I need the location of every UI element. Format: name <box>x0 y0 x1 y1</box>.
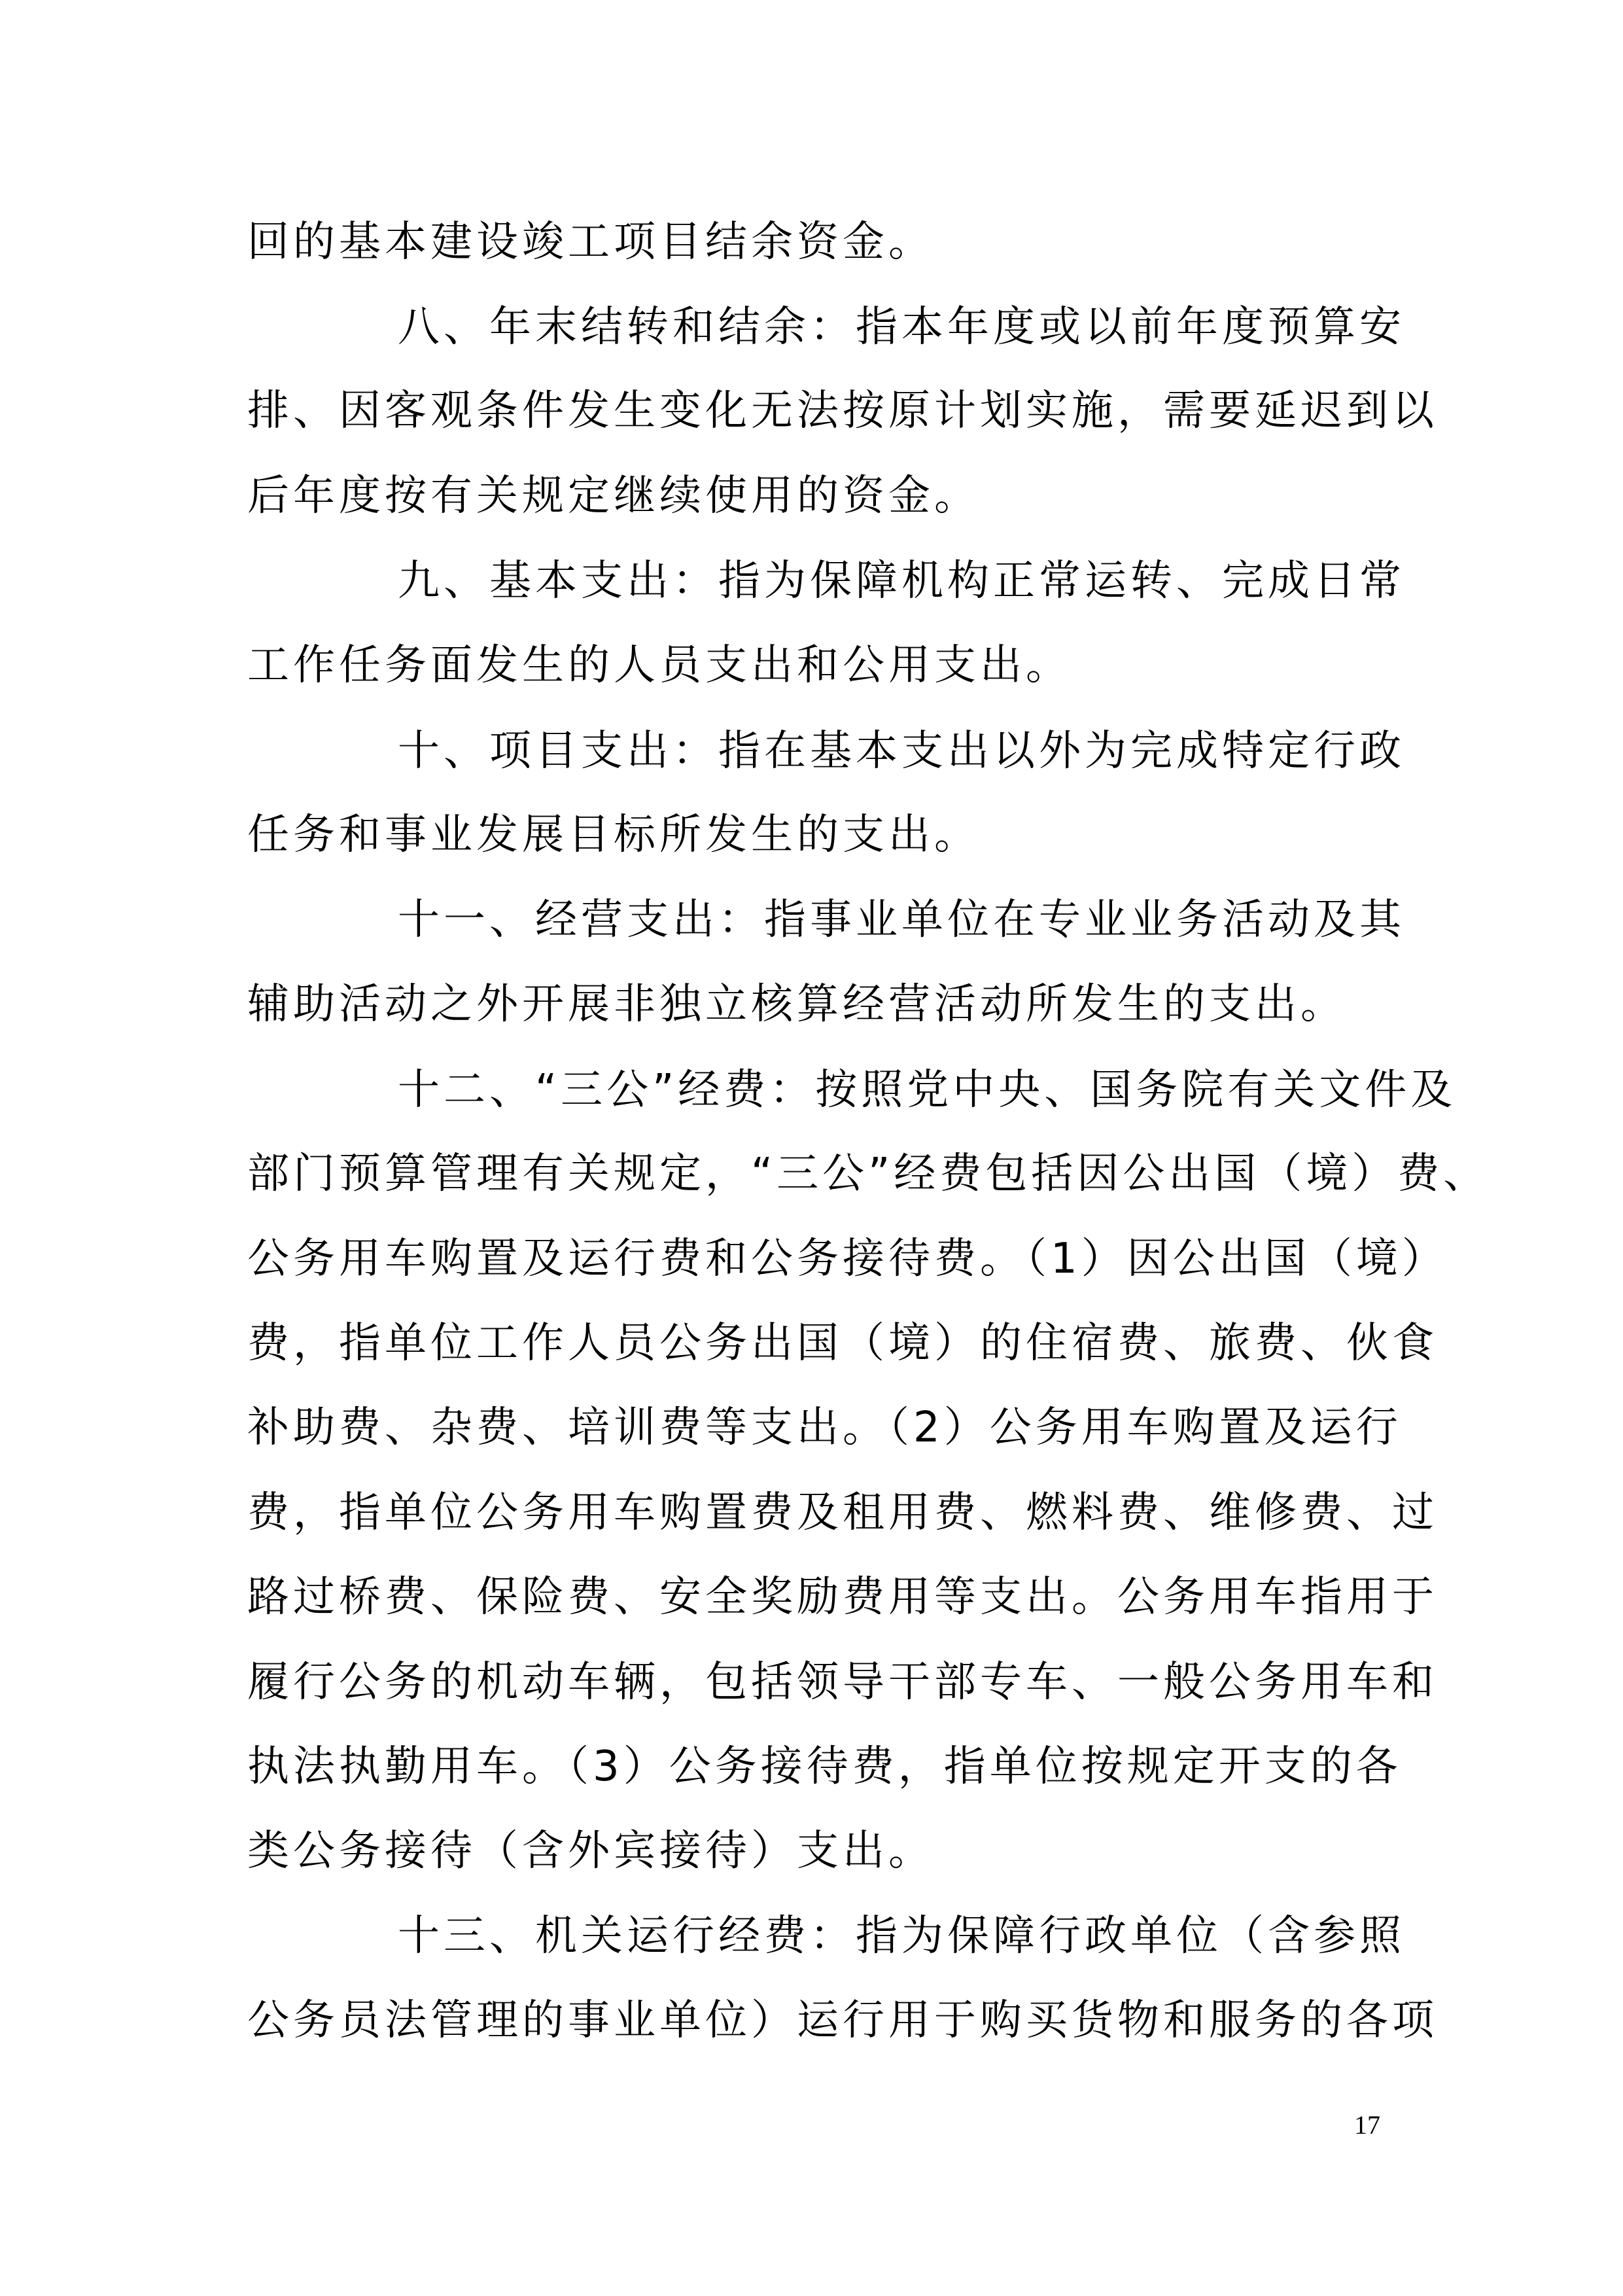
text-line: 费，指单位公务用车购置费及租用费、燃料费、维修费、过 <box>247 1489 1438 1537</box>
text-line: 任务和事业发展目标所发生的支出。 <box>247 811 980 859</box>
text-line: 回的基本建设竣工项目结余资金。 <box>247 218 934 266</box>
text-line: 部门预算管理有关规定，“三公”经费包括因公出国（境）费、 <box>247 1150 1490 1198</box>
text-line: 辅助活动之外开展非独立核算经营活动所发生的支出。 <box>247 980 1346 1029</box>
text-line: 十、项目支出：指在基本支出以外为完成特定行政 <box>398 727 1405 775</box>
text-line: 九、基本支出：指为保障机构正常运转、完成日常 <box>398 557 1405 605</box>
text-line: 十三、机关运行经费：指为保障行政单位（含参照 <box>398 1912 1405 1960</box>
text-line: 履行公务的机动车辆，包括领导干部专车、一般公务用车和 <box>247 1658 1438 1706</box>
text-line: 后年度按有关规定继续使用的资金。 <box>247 472 980 520</box>
text-line: 十二、“三公”经费：按照党中央、国务院有关文件及 <box>398 1066 1457 1114</box>
text-line: 排、因客观条件发生变化无法按原计划实施，需要延迟到以 <box>247 387 1438 435</box>
text-line: 公务员法管理的事业单位）运行用于购买货物和服务的各项 <box>247 1996 1438 2045</box>
page-number: 17 <box>1354 2110 1380 2140</box>
text-line: 路过桥费、保险费、安全奖励费用等支出。公务用车指用于 <box>247 1573 1438 1621</box>
text-line: 十一、经营支出：指事业单位在专业业务活动及其 <box>398 896 1405 944</box>
text-line: 费，指单位工作人员公务出国（境）的住宿费、旅费、伙食 <box>247 1319 1438 1368</box>
text-line: 公务用车购置及运行费和公务接待费。（1）因公出国（境） <box>247 1235 1448 1283</box>
text-line: 八、年末结转和结余：指本年度或以前年度预算安 <box>398 303 1405 351</box>
text-line: 类公务接待（含外宾接待）支出。 <box>247 1827 934 1875</box>
text-line: 执法执勤用车。（3）公务接待费，指单位按规定开支的各 <box>247 1742 1402 1791</box>
text-line: 工作任务面发生的人员支出和公用支出。 <box>247 641 1072 690</box>
text-line: 补助费、杂费、培训费等支出。（2）公务用车购置及运行 <box>247 1404 1402 1452</box>
